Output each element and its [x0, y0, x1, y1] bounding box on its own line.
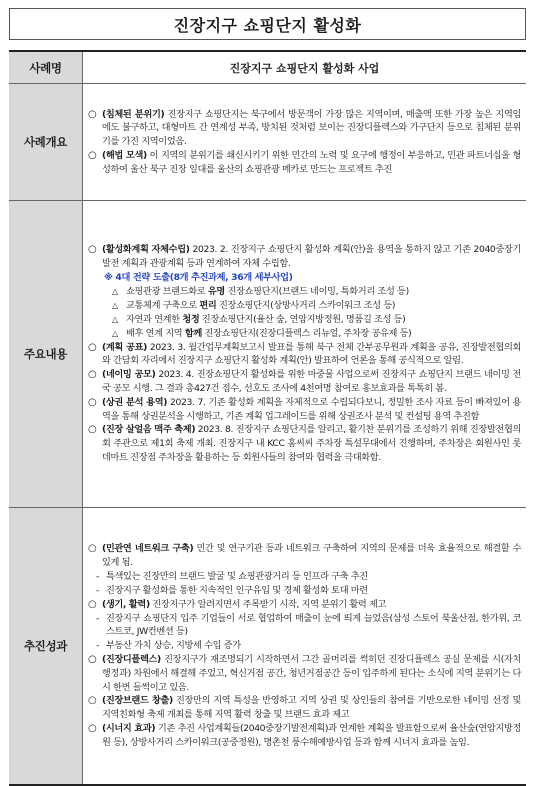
result-item [88, 722, 521, 750]
circle-bullet-icon: ○ [88, 543, 97, 555]
item-heading: (계획 공표) [102, 341, 147, 353]
item-body: 2023. 2. 진장지구 쇼핑단지 활성화 계획(안)을 용역을 통하지 않고 기존 2040중장기 발전 계획과 관광계획 등과 연계하여 자체 수립함. [102, 244, 522, 270]
strategy-text: 쇼핑관광 브랜드화로 [126, 285, 208, 297]
main-content [83, 201, 527, 508]
main-item [88, 396, 521, 424]
item-body: 진장지구가 알려지면서 주목받기 시작, 지역 분위기 활력 제고 [149, 598, 387, 610]
main-item [88, 423, 521, 464]
result-subitem [88, 612, 521, 640]
triangle-bullet-icon: △ [112, 286, 118, 296]
circle-bullet-icon: ○ [88, 598, 97, 610]
item-body: 기존 추진 사업계획들(2040중장기발전계획)과 연계한 계획을 발표함으로써 율산숲(연암지방정원 등), 상방사거리 스카이워크(공중정원), 명촌천 풍수해예방사업 등과 함께 시너지 효과를 높임. [102, 722, 521, 748]
circle-bullet-icon: ○ [88, 654, 97, 665]
main-content-row [9, 201, 526, 508]
item-heading: (해법 모색) [102, 149, 147, 161]
strategy-keyword: 함께 [184, 327, 202, 339]
circle-bullet-icon: ○ [88, 396, 97, 408]
item-heading: (시너지 효과) [102, 722, 156, 734]
strategy-note: ※ 4대 전략 도출(8개 추진과제, 36개 세부사업) [104, 271, 293, 283]
item-heading: (진장브랜드 창출) [102, 695, 173, 707]
overview-row [9, 84, 526, 201]
main-content-label: 주요내용 [9, 201, 83, 508]
results-content [83, 508, 527, 786]
strategy-text: 진장쇼핑단지(브랜드 네이밍, 특화거리 조성 등) [224, 285, 409, 297]
item-heading: (침체된 분위기) [102, 108, 165, 120]
triangle-bullet-icon: △ [112, 328, 118, 338]
item-heading: (생기, 활력) [102, 598, 150, 610]
circle-bullet-icon: ○ [88, 341, 97, 353]
result-item [88, 694, 521, 722]
strategy-item [88, 313, 521, 327]
item-heading: (네이밍 공모) [102, 369, 156, 381]
subitem-text: 진장지구 활성화를 통한 지속적인 인구유입 및 경제 활성화 토대 마련 [106, 584, 368, 596]
overview-item [88, 108, 521, 149]
circle-bullet-icon: ○ [88, 695, 97, 707]
strategy-text: 진장쇼핑단지(진장디플렉스 리뉴얼, 주차장 공유제 등) [201, 327, 412, 339]
triangle-bullet-icon: △ [112, 314, 118, 324]
subitem-text: 특색있는 진장만의 브랜드 발굴 및 쇼핑관광거리 등 인프라 구축 추진 [106, 571, 368, 583]
document-title: 진장지구 쇼핑단지 활성화 [9, 8, 526, 40]
circle-bullet-icon: ○ [88, 149, 97, 161]
result-item [88, 653, 521, 694]
strategy-text: 교통체계 구축으로 [126, 299, 200, 311]
circle-bullet-icon: ○ [88, 244, 97, 256]
circle-bullet-icon: ○ [88, 369, 97, 381]
strategy-item [88, 327, 521, 341]
strategy-text: 진장쇼핑단지(율산 숲, 연암지방정원, 명품길 조성 등) [199, 313, 406, 325]
item-body: 2023. 4. 진장쇼핑단지 활성화를 위한 마중물 사업으로써 진장지구 쇼핑단지 브랜드 네이밍 전국 공모 시행. 그 결과 총427건 접수, 선호도 조사에 4천여명 참여로 홍보효과를 톡톡히 봄. [102, 369, 521, 394]
strategy-keyword: 청정 [182, 313, 200, 325]
results-row [9, 508, 526, 786]
overview-label: 사례개요 [9, 84, 83, 201]
result-subitem [88, 570, 521, 584]
circle-bullet-icon: ○ [88, 424, 97, 436]
circle-bullet-icon: ○ [88, 108, 97, 120]
case-table [9, 50, 526, 786]
strategy-item [88, 299, 521, 313]
result-subitem [88, 639, 521, 653]
strategy-text: 자연과 연계한 [126, 313, 183, 325]
case-name-row [9, 51, 526, 84]
dash-bullet-icon: - [96, 571, 99, 583]
result-item [88, 598, 521, 612]
item-heading: (진장 살얼음 맥주 축제) [102, 424, 196, 436]
main-item [88, 368, 521, 396]
strategy-keyword: 유명 [207, 285, 225, 297]
subitem-text: 부동산 가치 상승, 지방세 수입 증가 [106, 640, 241, 652]
main-item [88, 243, 521, 271]
dash-bullet-icon: - [96, 612, 99, 624]
item-body: 이 지역의 분위기를 쇄신시키기 위한 민간의 노력 및 요구에 행정이 부응하고, 민관 파트너십을 형성하여 울산 북구 진장 일대를 울산의 쇼핑관광 메카로 만드는 프로젝트 추진 [102, 149, 521, 175]
result-subitem [88, 584, 521, 598]
item-body: 진장만의 지역 특성을 반영하고 지역 상권 및 상인들의 참여를 기반으로한 네이밍 선정 및 지역친화형 축제 개최를 통해 지역 활력 창출 및 브랜드 효과 제고 [102, 695, 521, 721]
triangle-bullet-icon: △ [112, 300, 118, 310]
item-body: 2023. 7. 기존 활성화 계획을 자체적으로 수립되다보니, 정밀한 조사 자료 등이 빠져있어 용역을 통해 상권분석을 시행하고, 기존 계획 업그레이드를 위해 상권조사 분석 및 컨설팅 용역 추진함 [102, 396, 522, 422]
strategy-item [88, 285, 521, 299]
strategy-text: 배후 연계 지역 [126, 327, 185, 339]
item-heading: (진장디플렉스) [102, 654, 161, 665]
case-name-label: 사례명 [9, 51, 83, 84]
strategy-text: 진장쇼핑단지(상방사거리 스카이워크 조성 등) [216, 299, 396, 311]
strategy-keyword: 편리 [199, 299, 217, 311]
overview-item [88, 149, 521, 177]
result-item [88, 542, 521, 570]
item-body: 2023. 8. 진장지구 쇼핑단지를 알리고, 활기찬 분위기를 조성하기 위해 진장발전협의회 주관으로 제1회 축제 개최. 진장지구 내 KCC 홈씨씨 주차장 특설무대에서 진행하며, 주차장은 회원사인 롯데마트 진장점 주차장을 활용하는 등 회원사들의 참여와 협력을 극대화함. [102, 424, 521, 463]
item-heading: (민관연 네트워크 구축) [102, 543, 194, 555]
item-body: 민간 및 연구기관 등과 네트워크 구축하여 지역의 문제를 더욱 효율적으로 해결할 수 있게 됨. [102, 543, 522, 569]
main-item [88, 341, 521, 369]
subitem-text: 진장지구 쇼핑단지 입주 기업들이 서로 협업하여 매출이 눈에 띄게 늘었음(삼성 스토어 북울산점, 한가위, 코스트코, JW컨벤션 등) [106, 612, 521, 638]
item-heading: (활성화계획 자체수립) [102, 244, 190, 256]
dash-bullet-icon: - [96, 584, 99, 596]
results-label: 추진성과 [9, 508, 83, 786]
item-body: 2023. 3. 월간업무계획보고시 발표를 통해 북구 전체 간부공무원과 계획을 공유, 진장발전협의회와 간담회 자리에서 진장지구 쇼핑단지 활성화 계획(안) 발표하여 언론을 통해 공식적으로 알림. [102, 341, 521, 367]
circle-bullet-icon: ○ [88, 722, 97, 734]
dash-bullet-icon: - [96, 640, 99, 652]
item-body: 진장지구 쇼핑단지는 북구에서 방문객이 가장 많은 지역이며, 매출액 또한 가장 높은 지역임에도 불구하고, 대형마트 간 연계성 부족, 방치된 것처럼 보이는 진장디플렉스와 가구단지 등으로 침체된 분위기를 가진 지역이었음. [102, 108, 521, 148]
item-body: 진장지구가 재조명되기 시작하면서 그간 골머리를 썩히던 진장디플렉스 공실 문제를 시(자치행정과) 차원에서 해결해 주었고, 혁신거점 공간, 청년거점공간 등이 입주하게 된다는 소식에 지역 분위기는 다시 한번 들썩이고 있음. [102, 654, 521, 693]
item-heading: (상권 분석 용역) [102, 396, 168, 408]
case-name-value: 진장지구 쇼핑단지 활성화 사업 [83, 51, 527, 84]
overview-content [83, 84, 527, 201]
